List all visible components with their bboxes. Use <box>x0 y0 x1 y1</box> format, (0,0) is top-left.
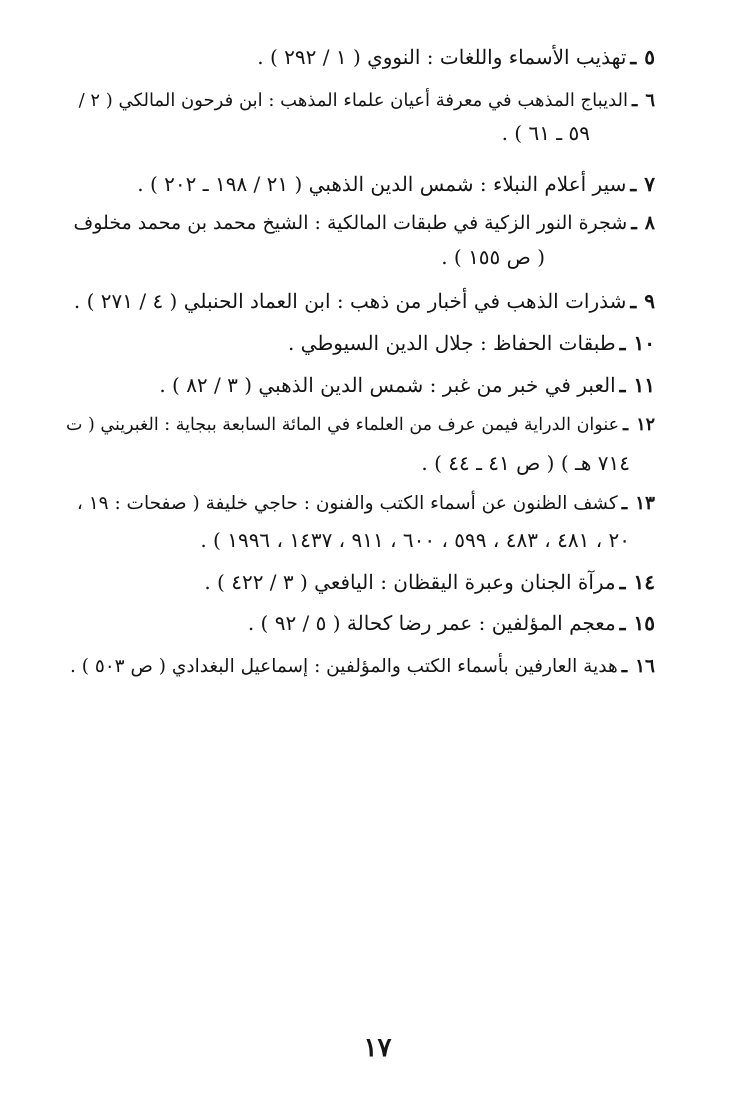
entry-number: ٧ <box>644 172 655 196</box>
reference-entry-12 <box>66 408 655 442</box>
entry-dash: ـ <box>619 373 626 397</box>
entry-number: ٨ <box>644 212 655 234</box>
reference-entry-11 <box>159 368 655 402</box>
reference-entry-9 <box>74 284 655 318</box>
entry-dash: ـ <box>623 415 629 435</box>
entry-number: ٥ <box>644 45 655 69</box>
entry-dash: ـ <box>619 570 626 594</box>
entry-dash: ـ <box>630 45 637 69</box>
entry-text: سير أعلام النبلاء : شمس الدين الذهبي ( ٢١ / ١٩٨ ـ ٢٠٢ ) . <box>137 172 627 196</box>
entry-6-continuation: ٥٩ ـ ٦١ ) . <box>501 121 590 145</box>
reference-entry-8 <box>74 206 655 240</box>
reference-entry-6 <box>79 84 655 118</box>
entry-dash: ـ <box>621 656 628 677</box>
entry-number: ١٠ <box>633 331 655 355</box>
entry-dash: ـ <box>619 331 626 355</box>
entry-number: ١٣ <box>635 493 655 514</box>
entry-text: عنوان الدراية فيمن عرف من العلماء في المائة السابعة ببجاية : الغبريني ( ت <box>65 415 620 435</box>
entry-12-continuation: ٧١٤ هـ ) ( ص ٤١ ـ ٤٤ ) . <box>421 451 630 475</box>
entry-dash: ـ <box>621 493 628 514</box>
entry-text: طبقات الحفاظ : جلال الدين السيوطي . <box>287 331 616 355</box>
entry-text: مرآة الجنان وعبرة اليقظان : اليافعي ( ٣ / ٤٢٢ ) . <box>204 570 616 594</box>
entry-text: كشف الظنون عن أسماء الكتب والفنون : حاجي خليفة ( صفحات : ١٩ ، <box>76 493 618 514</box>
entry-text: هدية العارفين بأسماء الكتب والمؤلفين : إسماعيل البغدادي ( ص ٥٠٣ ) . <box>69 656 618 677</box>
entry-text: العبر في خبر من غبر : شمس الدين الذهبي ( ٣ / ٨٢ ) . <box>159 373 616 397</box>
entry-text: شذرات الذهب في أخبار من ذهب : ابن العماد الحنبلي ( ٤ / ٢٧١ ) . <box>73 289 627 313</box>
entry-text: شجرة النور الزكية في طبقات المالكية : الشيخ محمد بن محمد مخلوف <box>73 212 628 234</box>
reference-entry-13 <box>77 487 655 521</box>
entry-number: ١٦ <box>635 656 655 677</box>
entry-text: معجم المؤلفين : عمر رضا كحالة ( ٥ / ٩٢ ) . <box>247 611 616 635</box>
entry-number: ١١ <box>633 373 655 397</box>
entry-dash: ـ <box>630 289 637 313</box>
entry-dash: ـ <box>632 90 638 111</box>
entry-number: ١٥ <box>633 611 655 635</box>
reference-entry-7 <box>137 167 655 201</box>
reference-entry-16 <box>70 650 655 684</box>
entry-8-continuation: ( ص ١٥٥ ) . <box>441 245 545 269</box>
entry-13-continuation: ٢٠ ، ٤٨١ ، ٤٨٣ ، ٥٩٩ ، ٦٠٠ ، ٩١١ ، ١٤٣٧ ، ١٩٩٦ ) . <box>200 528 630 552</box>
entry-text: تهذيب الأسماء واللغات : النووي ( ١ / ٢٩٢ ) . <box>257 45 627 69</box>
entry-dash: ـ <box>631 212 637 234</box>
entry-number: ١٤ <box>633 570 655 594</box>
entry-dash: ـ <box>619 611 626 635</box>
reference-entry-15 <box>248 606 655 640</box>
reference-entry-10 <box>288 326 655 360</box>
page-number: ١٧ <box>363 1033 392 1063</box>
entry-number: ٦ <box>645 90 655 111</box>
entry-dash: ـ <box>630 172 637 196</box>
entry-number: ٩ <box>644 289 655 313</box>
entry-number: ١٢ <box>636 415 655 435</box>
reference-entry-5 <box>257 40 655 74</box>
entry-text: الديباج المذهب في معرفة أعيان علماء المذهب : ابن فرحون المالكي ( ٢ / <box>78 90 629 111</box>
reference-entry-14 <box>204 565 655 599</box>
